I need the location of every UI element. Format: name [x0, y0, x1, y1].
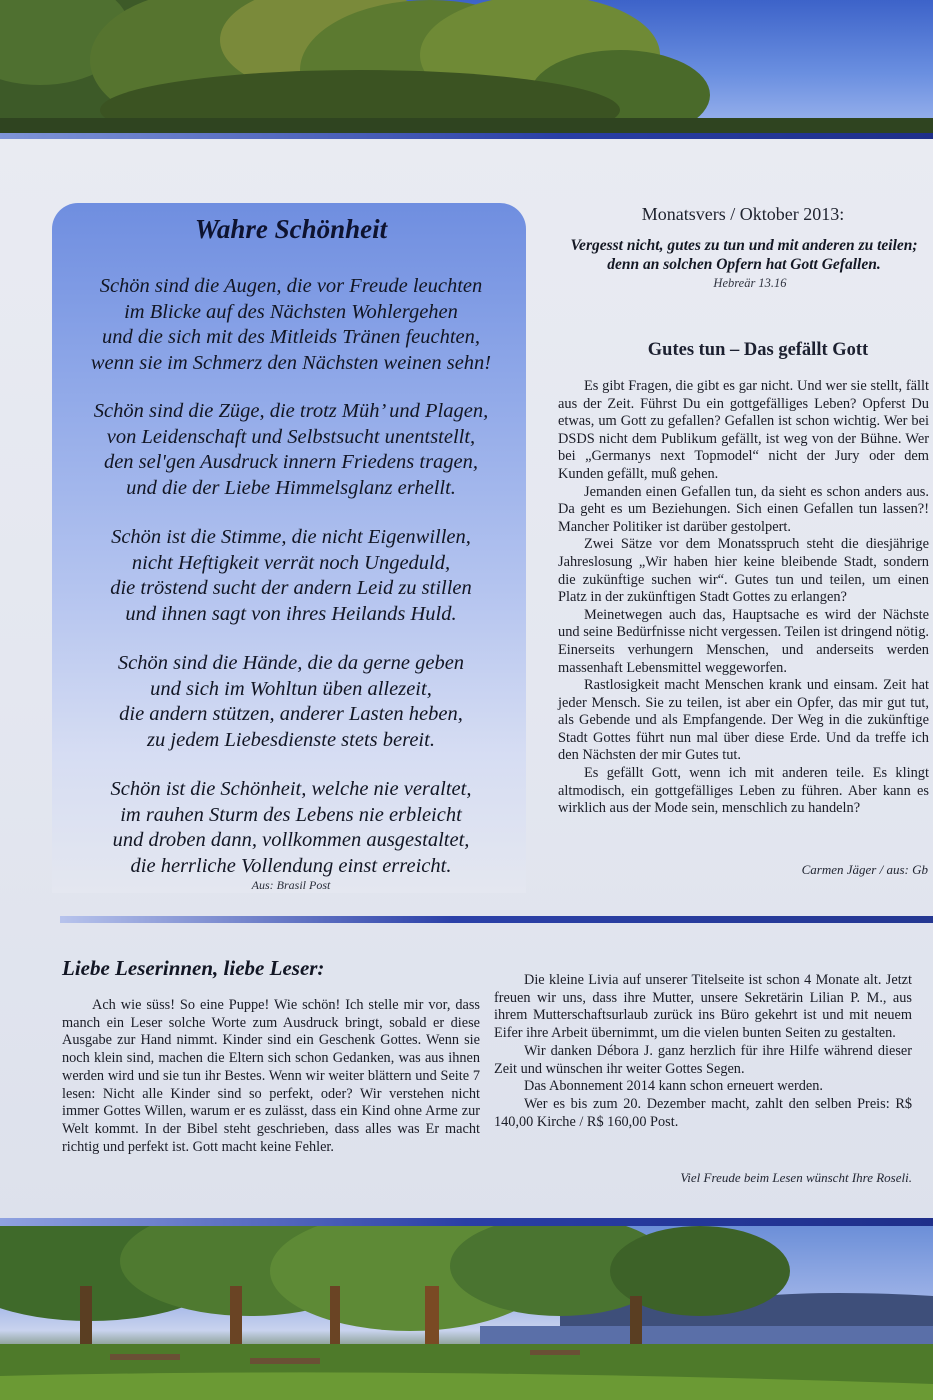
- poem-line: Schön ist die Stimme, die nicht Eigenwillen,: [111, 526, 471, 548]
- monatsvers-text: Vergesst nicht, gutes zu tun und mit anderen zu teilen; denn an solchen Opfern hat Gott Gefallen.: [570, 237, 918, 273]
- letter-paragraph: Wer es bis zum 20. Dezember macht, zahlt den selben Preis: R$ 140,00 Kirche / R$ 160,00 Post.: [494, 1095, 912, 1130]
- article-paragraph: Es gibt Fragen, die gibt es gar nicht. Und wer sie stellt, fällt aus der Zeit. Führst Du ein gottgefälliges Leben? Opferst Du etwas, um Gott zu gefallen? Gefallen ist schon wichtig. Wer bei DSDS nicht dem Publikum gefällt, ist weg von der Bühne. Wer bei „Germanys next Topmodel“ nicht der Jury oder dem Kunden gefällt, muß gehen.: [558, 378, 929, 482]
- poem-line: Schön sind die Hände, die da gerne geben: [117, 652, 465, 674]
- article-paragraph: Zwei Sätze vor dem Monatsspruch steht die diesjährige Jahreslosung „Wir haben hier keine bleibende Stadt, sondern die zukünftige suchen wir“. Gutes tun und teilen, um einen Platz in der zukünftigen Stadt Gottes zu erlangen?: [558, 536, 929, 606]
- poem-line: nicht Heftigkeit verrät noch Ungeduld,: [131, 551, 451, 574]
- monatsvers-heading: Monatsvers / Oktober 2013:: [641, 204, 845, 224]
- header-photo-trees: [0, 0, 933, 133]
- letter-paragraph: Die kleine Livia auf unserer Titelseite ist schon 4 Monate alt. Jetzt freuen wir uns, dass ihre Mutter, unsere Sekretärin Lilian P. M., aus ihrem Mutterschaftsurlaub zurück ins Büro gekehrt ist und mit neuem Eifer ihre Arbeit übernimmt, um die vielen bunten Seiten zu gestalten.: [494, 972, 912, 1042]
- letter-paragraph: Das Abonnement 2014 kann schon erneuert werden.: [524, 1078, 823, 1095]
- article-author: Carmen Jäger / aus: Gb: [801, 862, 928, 877]
- poem-stanza-1: [52, 274, 530, 376]
- poem-stanza-4: [52, 651, 530, 753]
- letter-right-column: [494, 972, 912, 1131]
- faint-show-through-text: [32, 168, 592, 182]
- poem-line: zu jedem Liebesdienste stets bereit.: [147, 728, 435, 751]
- article-title: Gutes tun – Das gefällt Gott: [647, 340, 869, 360]
- poem-stanza-2: [52, 399, 530, 501]
- poem-line: Schön sind die Züge, die trotz Müh’ und Plagen,: [93, 400, 489, 422]
- poem-line: wenn sie im Schmerz den Nächsten weinen sehn!: [90, 351, 492, 374]
- poem-line: im Blicke auf des Nächsten Wohlergehen: [124, 300, 458, 323]
- poem-line: von Leidenschaft und Selbstsucht unentstellt,: [106, 425, 476, 448]
- poem-line: Schön sind die Augen, die vor Freude leuchten: [99, 275, 483, 297]
- poem-line: und die sich mit des Mitleids Tränen feuchten,: [101, 326, 481, 348]
- article-paragraph: Jemanden einen Gefallen tun, da sieht es schon anders aus. Da geht es um Beziehungen. Sich einen Gefallen tun lassen?! Mancher Politiker ist darüber gestolpert.: [558, 483, 929, 535]
- letter-paragraph: Ach wie süss! So eine Puppe! Wie schön! Ich stelle mir vor, dass manch ein Leser solche Worte zum Ausdruck bringt, sobald er diese Ausgabe zur Hand nimmt. Kinder sind ein Geschenk Gottes. Wenn sie noch klein sind, machen die Eltern sich schon Gedanken, was aus ihnen werden wird und sie tun ihr Bestes. Wenn wir weiter blättern und Seite 7 lesen: Nicht alle Kinder sind so perfekt, oder? Wir verstehen nicht immer Gottes Willen, warum er es zulässt, dass ein Kind ohne Arme zur Welt kommt. In der Bibel steht geschrieben, dass alles was Er macht richtig und perfekt ist. Gott macht keine Fehler.: [62, 997, 480, 1155]
- poem-title: Wahre Schönheit: [194, 214, 388, 244]
- poem-line: und ihnen sagt von ihres Heilands Huld.: [125, 602, 457, 625]
- poem-line: den sel'gen Ausdruck innern Friedens tragen,: [103, 451, 479, 473]
- park-lake-illustration: [0, 1226, 933, 1400]
- article-paragraph: Meinetwegen auch das, Hauptsache es wird der Nächste und seine Bedürfnisse nicht vergessen. Teilen ist dringend nötig. Einerseits verhungern Menschen, und anderseits werden massenhaft Lebensmittel weggeworfen.: [558, 606, 929, 676]
- article-paragraph: Rastlosigkeit macht Menschen krank und einsam. Zeit hat jeder Mensch. Sie zu teilen, ist aber ein Opfer, das mir gut tut, als Gebende und als Empfangende. Der Weg in die zukünftige Stadt Gottes führt nun mal über diese Erde. Und da treffe ich den Nächsten der mir Gutes tut.: [558, 677, 929, 764]
- poem-source: Aus: Brasil Post: [251, 878, 331, 892]
- footer-photo-park: [0, 1226, 933, 1400]
- poem-stanza-3: [52, 525, 530, 627]
- middle-divider-bar: [60, 916, 933, 923]
- letter-title: Liebe Leserinnen, liebe Leser:: [62, 956, 325, 980]
- top-divider-bar: [0, 133, 933, 139]
- poem-line: im rauhen Sturm des Lebens nie erbleicht: [120, 803, 462, 826]
- monatsvers-reference: Hebreär 13.16: [713, 276, 787, 290]
- poem-line: die andern stützen, anderer Lasten heben,: [119, 703, 463, 725]
- poem-line: und die der Liebe Himmelsglanz erhellt.: [126, 476, 456, 499]
- poem-line: und sich im Wohltun üben allezeit,: [150, 677, 432, 700]
- letter-paragraph: Wir danken Débora J. ganz herzlich für ihre Hilfe während dieser Zeit und wünschen ihr weiter Gottes Segen.: [494, 1042, 912, 1077]
- article-paragraph: Es gefällt Gott, wenn ich mit anderen teile. Es klingt altmodisch, ein gottgefälliges Leben zu führen. Aber kann es wirklich aus der Mode sein, menschlich zu handeln?: [558, 765, 929, 817]
- poem-stanza-5: [52, 777, 530, 879]
- bottom-divider-bar: [0, 1218, 933, 1226]
- poem-line: und droben dann, vollkommen ausgestaltet,: [112, 829, 470, 851]
- poem-line: die tröstend sucht der andern Leid zu stillen: [110, 577, 472, 599]
- poem-line: die herrliche Vollendung einst erreicht.: [130, 854, 452, 877]
- letter-left-column: [62, 997, 480, 1156]
- letter-signature: Viel Freude beim Lesen wünscht Ihre Roseli.: [680, 1170, 912, 1185]
- poem-line: Schön ist die Schönheit, welche nie veraltet,: [110, 778, 472, 800]
- article-body: [558, 378, 929, 818]
- tree-canopy-illustration: [0, 0, 933, 133]
